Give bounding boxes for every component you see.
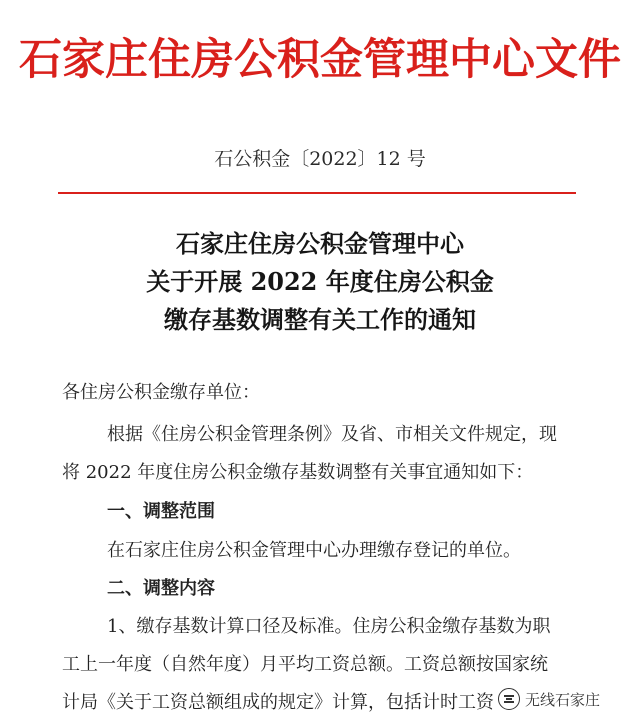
headline-logo-icon — [498, 688, 520, 710]
paragraph-3-line-3: 计局《关于工资总额组成的规定》计算，包括计时工资 — [62, 692, 494, 713]
paragraph-3-line-2: 工上一年度（自然年度）月平均工资总额。工资总额按国家统 — [62, 654, 548, 675]
notice-title-line-1: 石家庄住房公积金管理中心 — [176, 229, 464, 258]
red-divider — [58, 192, 576, 194]
section-heading-2: 二、调整内容 — [107, 578, 215, 599]
document-header-title: 石家庄住房公积金管理中心文件 — [19, 35, 621, 85]
section-heading-1: 一、调整范围 — [107, 501, 215, 522]
document-number: 石公积金〔2022〕12 号 — [214, 148, 426, 170]
addressee: 各住房公积金缴存单位： — [62, 382, 260, 403]
paragraph-2: 在石家庄住房公积金管理中心办理缴存登记的单位。 — [107, 540, 521, 561]
watermark-text: 无线石家庄 — [525, 690, 601, 709]
source-watermark — [498, 684, 634, 714]
paragraph-1-line-2: 将 2022 年度住房公积金缴存基数调整有关事宜通知如下： — [62, 462, 534, 483]
paragraph-3-line-1: 1、缴存基数计算口径及标准。住房公积金缴存基数为职 — [107, 616, 551, 637]
notice-title-line-2: 关于开展 2022 年度住房公积金 — [146, 267, 494, 296]
paragraph-1-line-1: 根据《住房公积金管理条例》及省、市相关文件规定，现 — [107, 424, 557, 445]
notice-title-line-3: 缴存基数调整有关工作的通知 — [164, 305, 476, 334]
